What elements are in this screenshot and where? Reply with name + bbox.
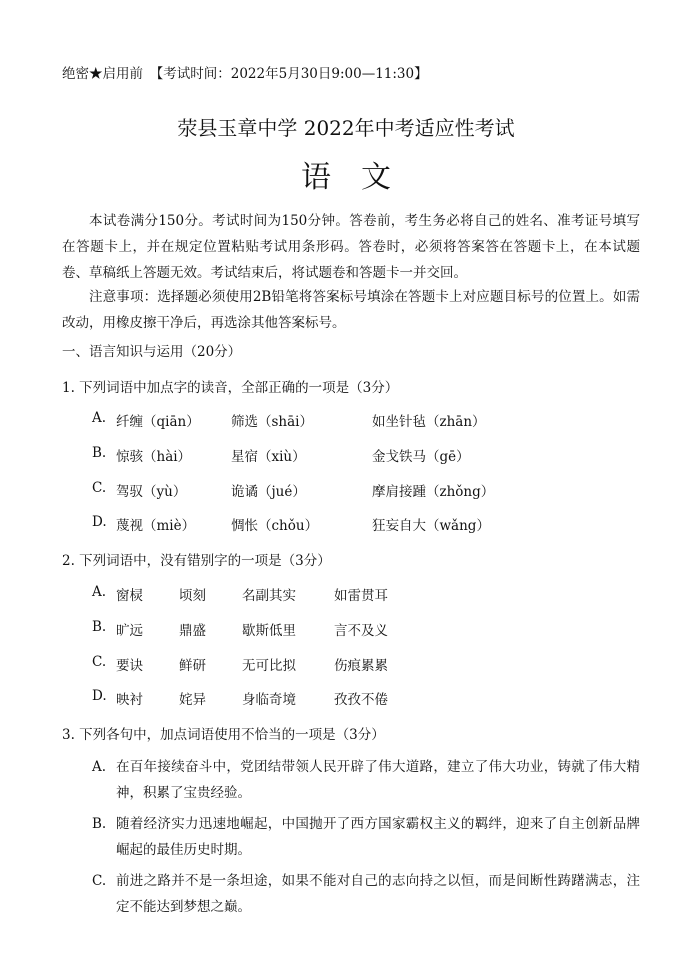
option-letter: D. [92, 514, 107, 530]
question-2-stem: 2. 下列词语中，没有错别字的一项是（3分） [62, 553, 331, 569]
exam-instructions: 本试卷满分150分。考试时间为150分钟。答卷前，考生务必将自己的姓名、准考证号填写在答题卡上，并在规定位置粘贴考试用条形码。答卷时，必须将答案答在答题卡上，在本试题卷、草稿纸上答题无效。考试结束后，将试题卷和答题卡一并交回。 [62, 213, 640, 281]
option-item: 金戈铁马（gē） [372, 449, 470, 465]
option-item: 诡谲（jué） [231, 484, 306, 500]
subject-title: 语文 [301, 160, 421, 195]
option-letter: D. [92, 688, 107, 704]
option-item: 歇斯低里 [242, 623, 296, 639]
option-item: 伤痕累累 [334, 658, 388, 674]
option-item: 孜孜不倦 [334, 692, 388, 708]
option-item: 无可比拟 [242, 658, 296, 674]
option-text: 随着经济实力迅速地崛起，中国抛开了西方国家霸权主义的羁绊，迎来了自主创新品牌崛起的最佳历史时期。 [116, 816, 640, 858]
option-item: 如坐针毡（zhān） [372, 414, 486, 430]
option-letter: A. [92, 759, 107, 775]
question-1-stem: 1. 下列词语中加点字的读音，全部正确的一项是（3分） [62, 380, 399, 396]
option-letter: A. [92, 410, 107, 426]
option-item: 身临奇境 [242, 692, 296, 708]
question-3-stem: 3. 下列各句中，加点词语使用不恰当的一项是（3分） [62, 727, 385, 743]
option-letter: B. [92, 445, 107, 461]
confidential-header: 绝密★启用前 【考试时间：2022年5月30日9:00—11:30】 [62, 66, 428, 82]
option-item: 纤缠（qiān） [116, 414, 200, 430]
option-letter: C. [92, 873, 107, 889]
option-item: 要诀 [116, 658, 143, 674]
exam-notice: 注意事项：选择题必须使用2B铅笔将答案标号填涂在答题卡上对应题目标号的位置上。如需改动，用橡皮擦干净后，再选涂其他答案标号。 [62, 289, 640, 331]
section-heading: 一、语言知识与运用（20分） [62, 344, 242, 360]
school-exam-title: 荥县玉章中学 2022年中考适应性考试 [177, 116, 515, 140]
q3-option-c [92, 868, 640, 920]
option-item: 名副其实 [242, 588, 296, 604]
option-item: 惆怅（chǒu） [231, 518, 319, 534]
option-item: 映衬 [116, 692, 143, 708]
option-item: 蔑视（miè） [116, 518, 196, 534]
option-item: 言不及义 [334, 623, 388, 639]
option-item: 惊骇（hài） [116, 449, 192, 465]
option-item: 姹异 [179, 692, 206, 708]
q3-option-b [92, 811, 640, 863]
option-item: 旷远 [116, 623, 143, 639]
option-letter: B. [92, 619, 107, 635]
option-letter: C. [92, 654, 107, 670]
option-item: 鼎盛 [179, 623, 206, 639]
option-item: 鲜研 [179, 658, 206, 674]
option-item: 驾驭（yù） [116, 484, 187, 500]
option-item: 星宿（xiù） [231, 449, 306, 465]
option-item: 筛选（shāi） [231, 414, 313, 430]
option-item: 窗棂 [116, 588, 143, 604]
option-item: 如雷贯耳 [334, 588, 388, 604]
option-letter: A. [92, 584, 107, 600]
option-text: 前进之路并不是一条坦途，如果不能对自己的志向持之以恒，而是间断性踌躇满志，注定不能达到梦想之巅。 [116, 873, 640, 915]
option-item: 摩肩接踵（zhǒng） [372, 484, 495, 500]
option-text: 在百年接续奋斗中，党团结带领人民开辟了伟大道路，建立了伟大功业，铸就了伟大精神，积累了宝贵经验。 [116, 759, 640, 801]
option-item: 顷刻 [179, 588, 206, 604]
option-letter: B. [92, 816, 107, 832]
option-letter: C. [92, 480, 107, 496]
option-item: 狂妄自大（wǎng） [372, 518, 490, 534]
q3-option-a [92, 754, 640, 806]
